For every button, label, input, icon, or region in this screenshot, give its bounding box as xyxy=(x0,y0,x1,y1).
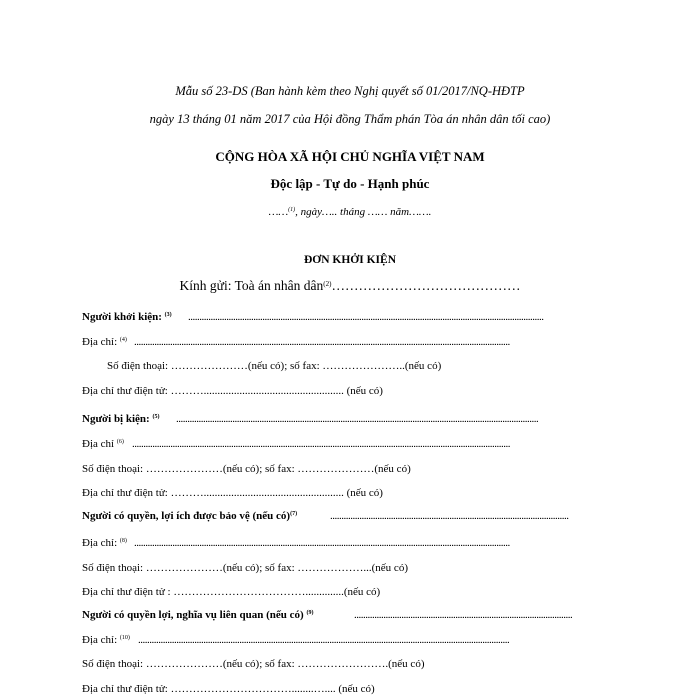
footnote-ref: (2) xyxy=(323,280,332,288)
protected-address-row xyxy=(82,537,602,551)
address-label: Địa chỉ: $^{(8)}$ xyxy=(82,537,127,549)
fill-dots: .............................................................................................................................................................. xyxy=(188,311,544,323)
plaintiff-phone-line: Số điện thoại: …………………(nếu có); số fax: …………………..(nếu có) xyxy=(107,360,442,372)
motto: Độc lập - Tự do - Hạnh phúc xyxy=(270,176,430,191)
related-address-row xyxy=(82,634,602,648)
form-title: ĐƠN KHỞI KIỆN xyxy=(303,254,396,266)
plaintiff-name-row xyxy=(82,311,602,325)
defendant-phone-line: Số điện thoại: …………………(nếu có); số fax: …………………(nếu có) xyxy=(82,463,411,475)
defendant-label: Người bị kiện: $^{(5)}$ xyxy=(82,413,160,425)
date-text: , ngày….. tháng …… năm……. xyxy=(295,206,432,218)
address-label: Địa chỉ: $^{(10)}$ xyxy=(82,634,130,646)
protected-party-label: Người có quyền, lợi ích được bảo vệ (nếu có)$^{(7)}$ xyxy=(82,510,298,522)
fill-dots: ..................................................................................................................................................................... xyxy=(138,634,510,646)
fill-dots: .......................................................................................................... xyxy=(330,510,569,522)
place-date-line xyxy=(0,206,700,218)
fill-dots: ....................................................................................................................................................................... xyxy=(134,537,510,549)
fill-dots: ................................................................................................. xyxy=(354,609,573,621)
fill-dots: ....................................................................................................................................................................... xyxy=(134,336,510,348)
footnote-ref: (1) xyxy=(288,207,296,213)
address-label: Địa chỉ: $^{(4)}$ xyxy=(82,336,127,348)
recipient-label: Kính gửi: Toà án nhân dân xyxy=(179,278,324,293)
protected-phone-line: Số điện thoại: …………………(nếu có); số fax: ………………...(nếu có) xyxy=(82,562,408,574)
related-email-line: Địa chỉ thư điện tử: ……………………………........….... (nếu có) xyxy=(82,683,375,695)
fill-dots: ........................................................................................................................................................................ xyxy=(132,438,510,450)
recipient-line xyxy=(0,278,700,294)
form-reference-line-2: ngày 13 tháng 01 năm 2017 của Hội đồng Thẩm phán Tòa án nhân dân tối cao) xyxy=(149,112,551,126)
protected-party-row xyxy=(82,510,602,524)
place-prefix: …… xyxy=(268,206,289,218)
form-reference-line-1: Mẫu số 23-DS (Ban hành kèm theo Nghị quyết số 01/2017/NQ-HĐTP xyxy=(175,84,525,98)
plaintiff-label: Người khởi kiện: $^{(3)}$ xyxy=(82,311,172,323)
address-label: Địa chỉ $^{(6)}$ xyxy=(82,438,124,450)
defendant-name-row xyxy=(82,413,602,427)
related-party-row xyxy=(82,609,602,623)
related-phone-line: Số điện thoại: …………………(nếu có); số fax: …………………….(nếu có) xyxy=(82,658,425,670)
related-party-label: Người có quyền lợi, nghĩa vụ liên quan (nếu có) $^{(9)}$ xyxy=(82,609,314,621)
defendant-address-row xyxy=(82,438,602,452)
plaintiff-address-row xyxy=(82,336,602,350)
protected-email-line: Địa chỉ thư điện tử : ………………………………..............(nếu có) xyxy=(82,586,381,598)
fill-dots: ................................................................................................................................................................. xyxy=(176,413,539,425)
defendant-email-line: Địa chỉ thư điện tử: ………................................................... (nếu có) xyxy=(82,487,383,499)
plaintiff-email-line: Địa chỉ thư điện tử: ………................................................... (nếu có) xyxy=(82,385,383,397)
recipient-dots: …………………………………… xyxy=(331,278,521,293)
nation-title: CỘNG HÒA XÃ HỘI CHỦ NGHĨA VIỆT NAM xyxy=(215,149,485,164)
